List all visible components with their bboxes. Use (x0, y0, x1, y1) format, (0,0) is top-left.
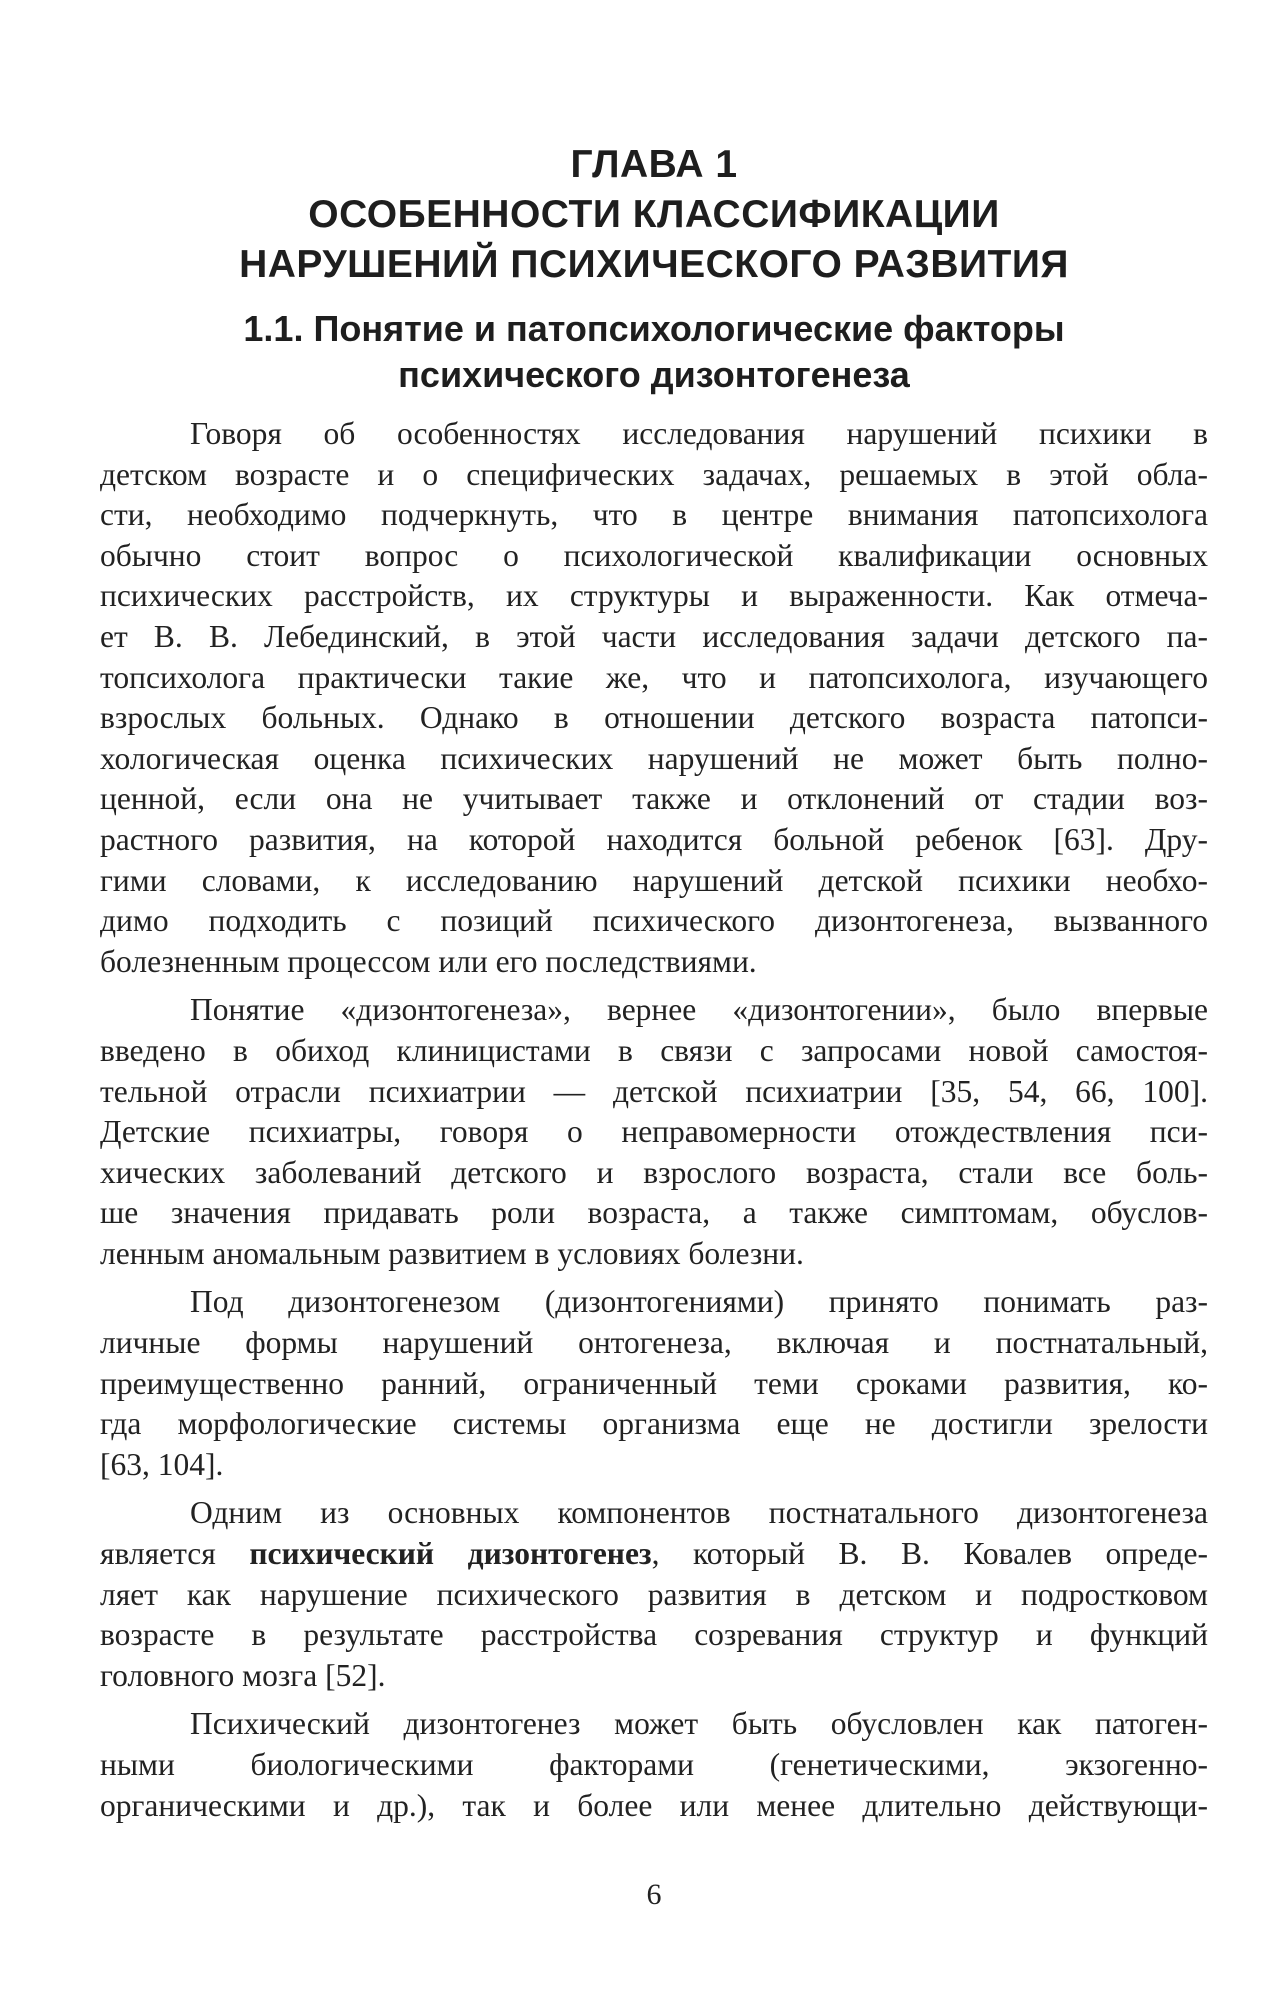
text-line: возрасте в результате расстройства созревания структур и функций (100, 1617, 1208, 1653)
text-line: ценной, если она не учитывает также и отклонений от стадии воз- (100, 781, 1208, 817)
text-line: гда морфологические системы организма еще не достигли зрелости (100, 1406, 1208, 1442)
text-line: димо подходить с позиций психического дизонтогенеза, вызванного (100, 903, 1208, 939)
text-line-with-term (100, 1534, 1208, 1575)
chapter-number: ГЛАВА 1 (570, 143, 738, 186)
text-line: [63, 104]. (100, 1446, 224, 1482)
text-line: хологическая оценка психических нарушений не может быть полно- (100, 740, 1208, 776)
text-line: Понятие «дизонтогенеза», вернее «дизонтогении», было впервые (190, 992, 1208, 1028)
text-line: введено в обиход клиницистами в связи с запросами новой самостоя- (100, 1032, 1208, 1068)
text-line: хических заболеваний детского и взрослого возраста, стали все боль- (100, 1154, 1208, 1190)
text-line: детском возрасте и о специфических задачах, решаемых в этой обла- (100, 456, 1208, 492)
text-line: тельной отрасли психиатрии — детской психиатрии [35, 54, 66, 100]. (100, 1073, 1208, 1109)
chapter-title-line-1: ОСОБЕННОСТИ КЛАССИФИКАЦИИ (308, 193, 1000, 236)
section-title-line-1: 1.1. Понятие и патопсихологические факторы (243, 308, 1065, 349)
text-line: взрослых больных. Однако в отношении детского возраста патопси- (100, 700, 1208, 736)
text-line: обычно стоит вопрос о психологической квалификации основных (100, 537, 1208, 573)
paragraph-3 (100, 1282, 1208, 1485)
text-fragment: , который В. В. Ковалев опреде- (651, 1536, 1208, 1572)
chapter-title-line-2: НАРУШЕНИЙ ПСИХИЧЕСКОГО РАЗВИТИЯ (239, 243, 1069, 286)
paragraph-2 (100, 990, 1208, 1274)
text-line: топсихолога практически такие же, что и патопсихолога, изучающего (100, 659, 1208, 695)
text-line: ет В. В. Лебединский, в этой части исследования задачи детского па- (100, 618, 1208, 654)
text-line: ными биологическими факторами (генетическими, экзогенно- (100, 1747, 1208, 1782)
text-line: гими словами, к исследованию нарушений детской психики необхо- (100, 862, 1208, 898)
chapter-heading (100, 140, 1208, 290)
text-line: растного развития, на которой находится больной ребенок [63]. Дру- (100, 821, 1208, 857)
section-title-line-2: психического дизонтогенеза (398, 354, 910, 395)
text-fragment: является (100, 1536, 250, 1572)
bold-term: психический дизонтогенез (249, 1536, 652, 1572)
text-line: Психический дизонтогенез может быть обусловлен как патоген- (190, 1706, 1208, 1742)
text-line: болезненным процессом или его последствиями. (100, 943, 757, 979)
text-line: Одним из основных компонентов постнатального дизонтогенеза (190, 1495, 1208, 1531)
text-line: Детские психиатры, говоря о неправомерности отождествления пси- (100, 1114, 1208, 1150)
text-line: головного мозга [52]. (100, 1657, 386, 1693)
text-line: ленным аномальным развитием в условиях болезни. (100, 1235, 804, 1271)
page-number: 6 (646, 1878, 662, 1911)
paragraph-1 (100, 414, 1208, 982)
paragraph-4 (100, 1493, 1208, 1696)
book-page (100, 0, 1208, 2000)
text-line: ляет как нарушение психического развития в детском и подростковом (100, 1576, 1208, 1612)
text-line: ше значения придавать роли возраста, а также симптомам, обуслов- (100, 1195, 1208, 1231)
text-line: психических расстройств, их структуры и выраженности. Как отмеча- (100, 578, 1208, 614)
body-text (100, 414, 1208, 1826)
text-line: преимущественно ранний, ограниченный теми сроками развития, ко- (100, 1365, 1208, 1401)
paragraph-5 (100, 1704, 1208, 1826)
text-line: органическими и др.), так и более или менее длительно действующи- (100, 1787, 1208, 1823)
text-line: Говоря об особенностях исследования нарушений психики в (190, 416, 1208, 451)
text-line: сти, необходимо подчеркнуть, что в центре внимания патопсихолога (100, 497, 1208, 533)
text-line: Под дизонтогенезом (дизонтогениями) принято понимать раз- (190, 1284, 1208, 1320)
section-heading (100, 306, 1208, 398)
text-line: личные формы нарушений онтогенеза, включая и постнатальный, (100, 1325, 1208, 1361)
